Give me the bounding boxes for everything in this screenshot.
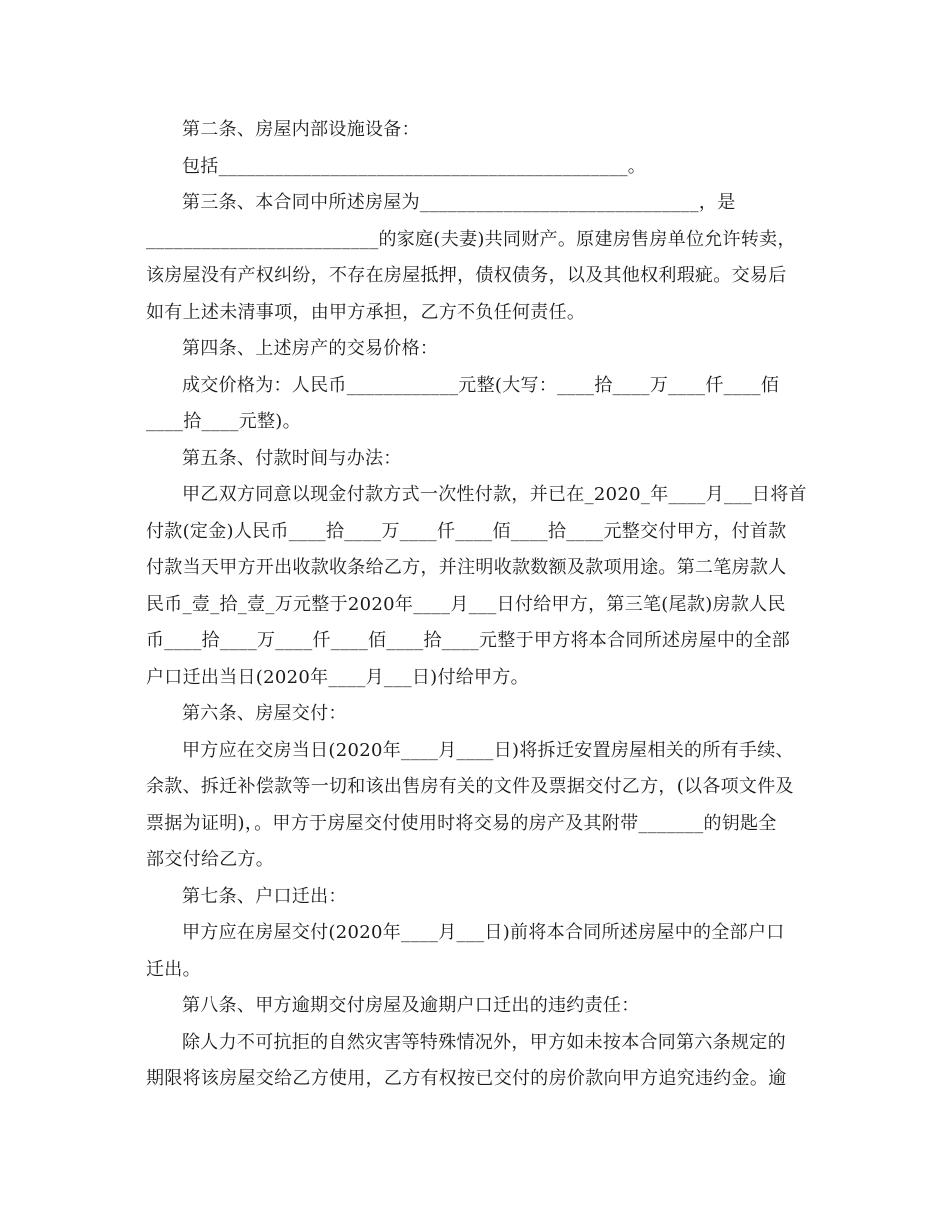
paragraph-line: 户口迁出当日(2020年____月___日)付给甲方。 xyxy=(146,666,529,688)
paragraph-line: 票据为证明)，。甲方于房屋交付使用时将交易的房产及其附带_______的钥匙全 xyxy=(146,812,777,834)
article-2-heading: 第二条、房屋内部设施设备： xyxy=(182,119,420,140)
paragraph-line: 该房屋没有产权纠纷，不存在房屋抵押，债权债务，以及其他权利瑕疵。交易后 xyxy=(146,265,787,286)
paragraph-line: 付款当天甲方开出收款收条给乙方，并注明收款数额及款项用途。第二笔房款人 xyxy=(146,557,787,578)
article-5-heading: 第五条、付款时间与办法： xyxy=(182,447,402,469)
paragraph-line: 甲乙双方同意以现金付款方式一次性付款，并已在_2020_年____月___日将首 xyxy=(182,484,807,505)
paragraph-line: 付款(定金)人民币____拾____万____仟____佰____拾____元整交付甲方，付首款 xyxy=(146,520,787,542)
paragraph-line: 包括____________________________________________。 xyxy=(182,155,647,177)
paragraph-line: 甲方应在交房当日(2020年____月____日)将拆迁安置房屋相关的所有手续、 xyxy=(182,739,794,761)
paragraph-line: 如有上述未清事项，由甲方承担，乙方不负任何责任。 xyxy=(146,301,586,323)
paragraph-line: 迁出。 xyxy=(146,958,201,980)
paragraph-line: 甲方应在房屋交付(2020年____月___日)前将本合同所述房屋中的全部户口 xyxy=(182,922,785,943)
paragraph-line: _________________________的家庭(夫妻)共同财产。原建房售房单位允许转卖， xyxy=(146,228,796,250)
paragraph-line: 币____拾____万____仟____佰____拾____元整于甲方将本合同所述房屋中的全部 xyxy=(146,630,791,651)
contract-body xyxy=(146,112,806,1098)
paragraph-line: 成交价格为：人民币____________元整(大写：____拾____万____仟____佰 xyxy=(182,374,780,396)
paragraph-line: 民币_壹_拾_壹_万元整于2020年____月___日付给甲方，第三笔(尾款)房款人民 xyxy=(146,593,786,615)
article-8-heading: 第八条、甲方逾期交付房屋及逾期户口迁出的违约责任： xyxy=(182,995,640,1016)
paragraph-line: 部交付给乙方。 xyxy=(146,849,275,870)
paragraph-line: 余款、拆迁补偿款等一切和该出售房有关的文件及票据交付乙方，(以各项文件及 xyxy=(146,776,794,797)
paragraph-line: 期限将该房屋交给乙方使用，乙方有权按已交付的房价款向甲方追究违约金。逾 xyxy=(146,1068,787,1089)
article-7-heading: 第七条、户口迁出： xyxy=(182,885,347,907)
article-6-heading: 第六条、房屋交付： xyxy=(182,703,347,724)
paragraph-line: ____拾____元整)。 xyxy=(146,411,301,432)
article-3-heading: 第三条、本合同中所述房屋为______________________________，是 xyxy=(182,192,736,213)
article-4-heading: 第四条、上述房产的交易价格： xyxy=(182,338,439,359)
paragraph-line: 除人力不可抗拒的自然灾害等特殊情况外，甲方如未按本合同第六条规定的 xyxy=(182,1031,786,1053)
